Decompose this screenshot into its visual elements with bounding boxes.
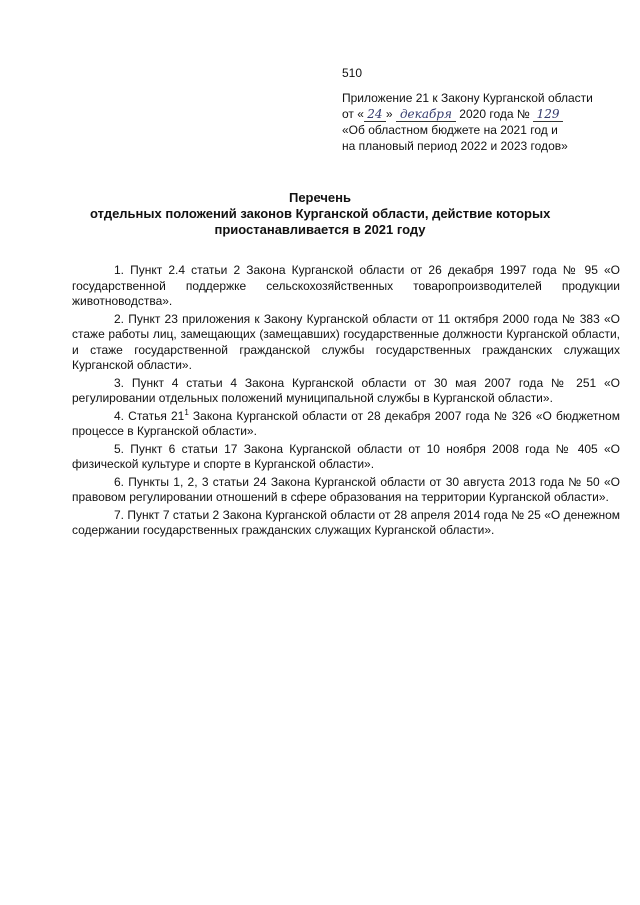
title-line-2: отдельных положений законов Курганской области, действие которых	[90, 206, 551, 221]
list-item: 1. Пункт 2.4 статьи 2 Закона Курганской области от 26 декабря 1997 года № 95 «О государственной поддержке сельскохозяйственных товаропроизводителей продукции животноводства».	[72, 263, 620, 308]
from-prefix: от «	[342, 107, 364, 121]
list-item	[72, 409, 620, 440]
list-item: 7. Пункт 7 статьи 2 Закона Курганской области от 28 апреля 2014 года № 25 «О денежном содержании государственных гражданских служащих Курганской области».	[72, 507, 620, 537]
list-item: 3. Пункт 4 статьи 4 Закона Курганской области от 30 мая 2007 года № 251 «О регулировании отдельных положений муниципальной службы в Курганской области».	[72, 375, 620, 405]
item-4-superscript: 1	[184, 407, 189, 417]
list-item: 6. Пункты 1, 2, 3 статьи 24 Закона Курганской области от 30 августа 2013 года № 50 «О правовом регулировании отношений в сфере образования на территории Курганской области».	[72, 474, 620, 504]
year-text: 2020 года №	[459, 107, 530, 121]
handwritten-month: декабря	[396, 108, 456, 122]
appendix-line-4: на плановый период 2022 и 2023 годов»	[342, 139, 568, 153]
list-item: 2. Пункт 23 приложения к Закону Курганской области от 11 октября 2000 года № 383 «О стаже работы лиц, замещающих (замещавших) государственные должности Курганской области, и стаже государственной гражданской службы государственных гражданских служащих Курганской области».	[72, 311, 620, 372]
item-4-post: Закона Курганской области от 28 декабря 2007 года № 326 «О бюджетном процессе в Курганской области».	[72, 408, 620, 438]
handwritten-day: 24	[364, 108, 386, 122]
appendix-line-1: Приложение 21 к Закону Курганской области	[342, 91, 593, 105]
provisions-list	[72, 263, 620, 541]
appendix-line-3: «Об областном бюджете на 2021 год и	[342, 123, 558, 137]
page-number: 510	[342, 66, 363, 80]
item-4-pre: 4. Статья 21	[114, 408, 185, 423]
appendix-header	[342, 90, 617, 154]
appendix-date-line	[342, 106, 617, 122]
title-line-1: Перечень	[288, 190, 352, 205]
document-title	[90, 190, 550, 238]
handwritten-law-number: 129	[533, 108, 563, 122]
from-mid: »	[385, 107, 393, 121]
list-item: 5. Пункт 6 статьи 17 Закона Курганской области от 10 ноября 2008 года № 405 «О физической культуре и спорте в Курганской области».	[72, 441, 620, 471]
title-line-3: приостанавливается в 2021 году	[214, 222, 426, 237]
